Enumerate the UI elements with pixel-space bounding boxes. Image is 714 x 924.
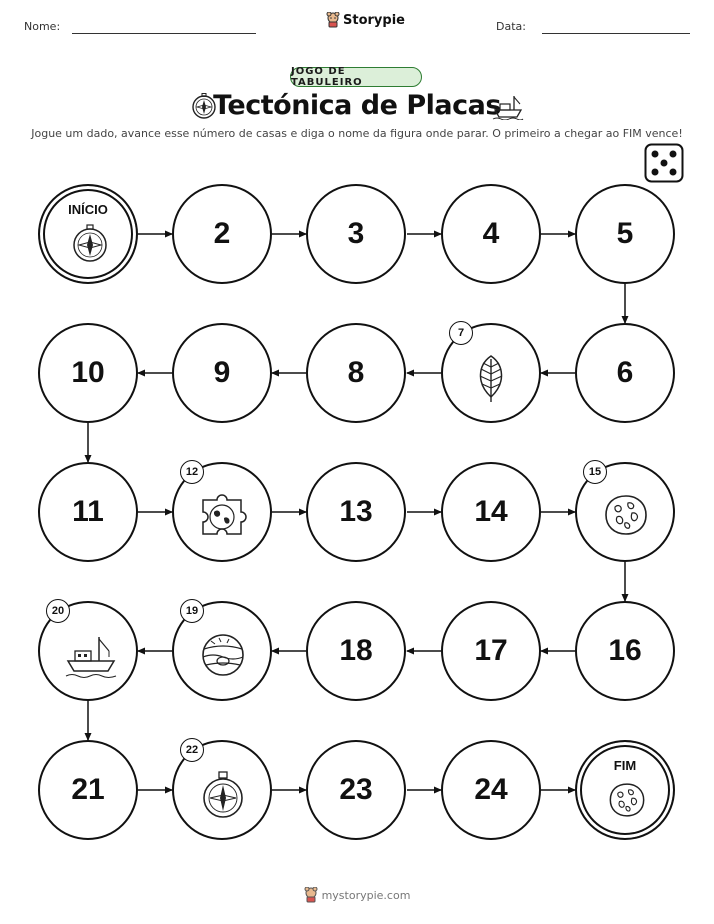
compass-icon [70, 224, 110, 264]
space-number-badge: 22 [180, 738, 204, 762]
board-space [441, 740, 541, 840]
start-label: INÍCIO [68, 202, 108, 217]
footer-url[interactable]: mystorypie.com [321, 888, 411, 902]
board-space [306, 184, 406, 284]
rock-sample-icon [602, 492, 650, 538]
space-number: 10 [71, 356, 105, 389]
finish-label: FIM [613, 758, 637, 773]
board-space-picture [172, 740, 272, 840]
space-number: 13 [339, 495, 373, 528]
instructions: Jogue um dado, avance esse número de casas e diga o nome da figura onde parar. O primeiro a chegar ao FIM vence! [31, 127, 683, 140]
space-number: 8 [347, 356, 365, 389]
board-space-picture [172, 462, 272, 562]
game-type-badge: JOGO DE TABULEIRO [290, 67, 422, 87]
research-ship-icon [65, 631, 117, 679]
space-number: 21 [71, 773, 105, 806]
space-number: 5 [616, 217, 634, 250]
space-number: 16 [608, 634, 642, 667]
space-number-badge: 15 [583, 460, 607, 484]
board-space [575, 601, 675, 701]
fossil-leaf-icon [468, 353, 514, 403]
board-space-picture [38, 601, 138, 701]
board-space-picture [575, 462, 675, 562]
board-space [441, 184, 541, 284]
space-number-badge: 19 [180, 599, 204, 623]
board-space [306, 323, 406, 423]
space-number-badge: 7 [449, 321, 473, 345]
board-space [306, 601, 406, 701]
board-space-finish [575, 740, 675, 840]
board-space [441, 601, 541, 701]
space-number: 2 [213, 217, 231, 250]
board-space [172, 323, 272, 423]
space-number: 9 [213, 356, 231, 389]
space-number-badge: 20 [46, 599, 70, 623]
space-number: 23 [339, 773, 373, 806]
board-space [306, 740, 406, 840]
space-number: 17 [474, 634, 508, 667]
board-space [306, 462, 406, 562]
compass-icon [199, 770, 247, 820]
space-number: 3 [347, 217, 365, 250]
space-number: 6 [616, 356, 634, 389]
board-space [575, 323, 675, 423]
earth-layers-icon [199, 631, 247, 679]
earth-puzzle-icon [199, 492, 249, 538]
brand-name: Storypie [343, 12, 405, 28]
mascot-icon [304, 887, 318, 903]
board-space-picture [172, 601, 272, 701]
footer [0, 887, 714, 903]
name-label: Nome: [24, 20, 61, 33]
board-space [575, 184, 675, 284]
space-number: 14 [474, 495, 508, 528]
board-space [38, 323, 138, 423]
space-number: 11 [72, 495, 104, 528]
board-space [441, 462, 541, 562]
space-number: 18 [339, 634, 373, 667]
page-title: Tectónica de Placas [213, 90, 501, 121]
space-number: 24 [474, 773, 508, 806]
board-space [172, 184, 272, 284]
date-label: Data: [496, 20, 526, 33]
rock-sample-icon [607, 780, 647, 820]
board-space-picture [441, 323, 541, 423]
board-space [38, 462, 138, 562]
board-space-start [38, 184, 138, 284]
space-number-badge: 12 [180, 460, 204, 484]
board-space [38, 740, 138, 840]
space-number: 4 [482, 217, 500, 250]
